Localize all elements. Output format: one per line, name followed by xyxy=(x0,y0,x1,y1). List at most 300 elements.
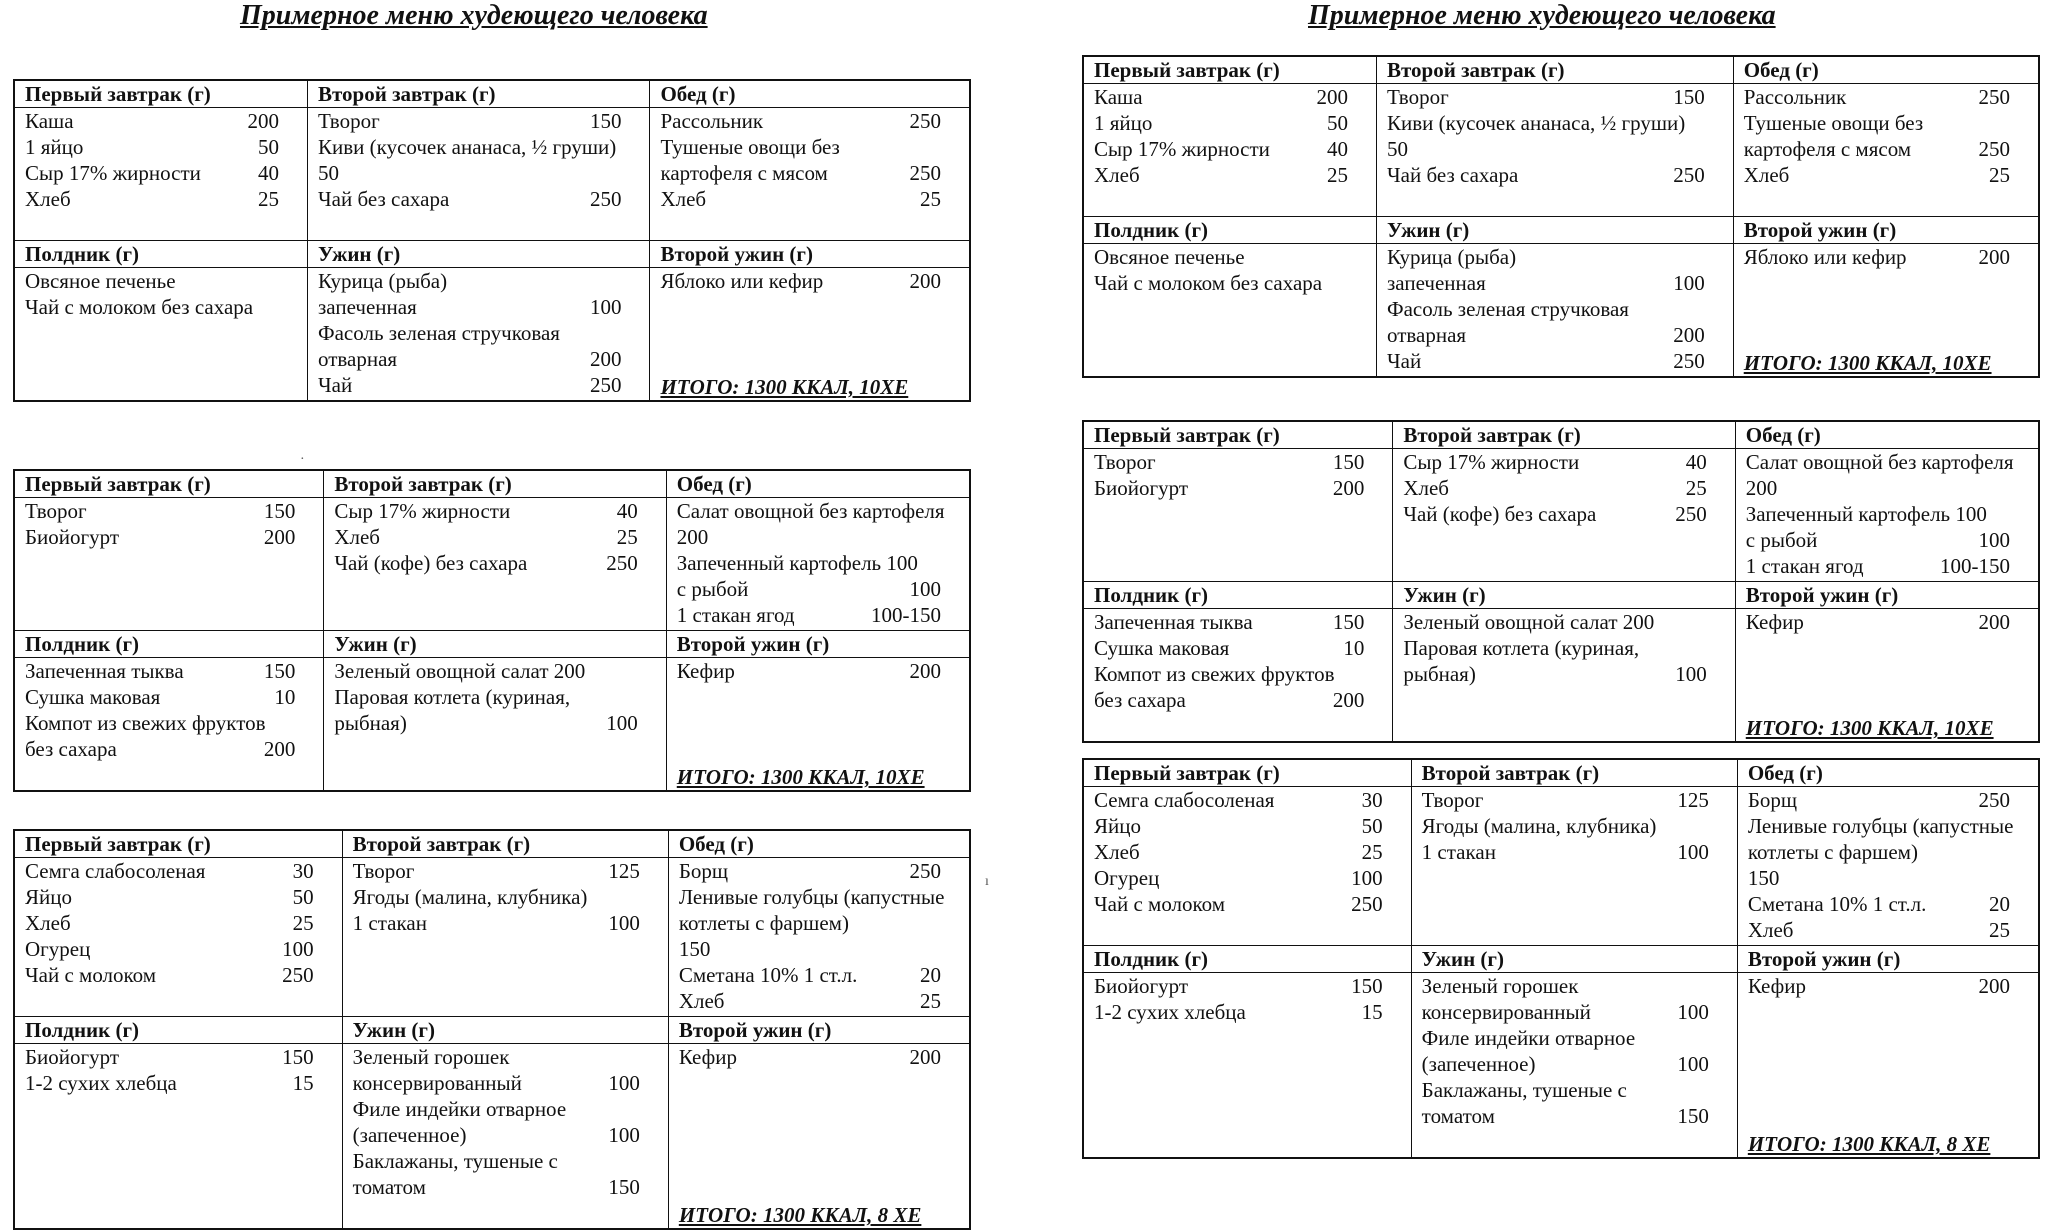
menu-item xyxy=(334,684,655,710)
item-quantity: 200 xyxy=(909,659,941,683)
item-quantity: 250 xyxy=(909,161,941,185)
menu-item xyxy=(25,1070,332,1096)
item-name: Фасоль зеленая стручковая xyxy=(318,321,560,345)
item-quantity: 25 xyxy=(920,989,941,1013)
item-name: 1 стакан xyxy=(352,911,427,935)
item-name: Чай без сахара xyxy=(318,187,450,211)
item-quantity: 200 xyxy=(1332,688,1365,712)
item-name: Курица (рыба) xyxy=(318,269,448,293)
meal-header: Полдник (г) xyxy=(1083,217,1377,244)
meal-cell xyxy=(14,658,324,792)
item-quantity: 250 xyxy=(909,109,941,133)
meal-header: Полдник (г) xyxy=(14,631,324,658)
item-name: Сыр 17% жирности xyxy=(1094,137,1270,161)
menu-item xyxy=(1422,839,1727,865)
item-name: Огурец xyxy=(25,937,91,961)
meal-cell xyxy=(1735,449,2039,582)
meal-cell xyxy=(1393,609,1735,743)
meal-cell xyxy=(1083,244,1377,378)
menu-item xyxy=(679,962,959,988)
menu-table xyxy=(1082,55,2040,378)
meal-header: Ужин (г) xyxy=(308,241,650,268)
menu-item xyxy=(1403,501,1724,527)
item-quantity: 250 xyxy=(1978,788,2010,812)
menu-item xyxy=(679,936,959,962)
meal-cell xyxy=(1733,84,2039,217)
item-name: Чай без сахара xyxy=(1387,163,1519,187)
item-quantity: 200 xyxy=(589,347,622,371)
item-name: Сушка маковая xyxy=(25,685,161,709)
item-quantity: 200 xyxy=(1316,85,1349,109)
meal-cell xyxy=(308,268,650,402)
item-quantity: 200 xyxy=(263,737,296,761)
menu-item xyxy=(1094,787,1401,813)
item-name: Ленивые голубцы (капустные xyxy=(678,885,945,909)
item-quantity: 15 xyxy=(292,1071,314,1095)
meal-header: Второй завтрак (г) xyxy=(1411,759,1737,787)
item-quantity: 100 xyxy=(1675,662,1707,686)
meal-cell xyxy=(668,858,970,1017)
menu-item xyxy=(25,910,332,936)
menu-item xyxy=(353,858,658,884)
item-name: Яйцо xyxy=(25,885,72,909)
item-quantity: 200 xyxy=(1978,245,2010,269)
menu-item xyxy=(1746,553,2028,579)
menu-item xyxy=(1387,84,1723,110)
top-body-row xyxy=(14,108,970,241)
item-name: Баклажаны, тушеные с xyxy=(1421,1078,1627,1102)
item-name: Биойогурт xyxy=(25,1045,120,1069)
menu-item xyxy=(1094,84,1366,110)
item-quantity: 250 xyxy=(1978,137,2010,161)
menu-item xyxy=(679,1044,959,1070)
meal-header: Обед (г) xyxy=(666,470,970,498)
item-name: Хлеб xyxy=(1743,163,1790,187)
menu-item xyxy=(1748,787,2028,813)
scan-speck: ı xyxy=(985,874,989,889)
menu-table xyxy=(1082,758,2040,1159)
item-quantity: 40 xyxy=(616,499,638,523)
meal-header: Полдник (г) xyxy=(1083,582,1393,609)
item-name: Яйцо xyxy=(1094,814,1141,838)
meal-header: Первый завтрак (г) xyxy=(14,470,324,498)
meal-header: Первый завтрак (г) xyxy=(1083,56,1377,84)
item-quantity: 25 xyxy=(292,911,314,935)
item-quantity: 20 xyxy=(920,963,941,987)
item-quantity: 20 xyxy=(1989,892,2010,916)
item-quantity: 100 xyxy=(606,711,638,735)
menu-item xyxy=(318,346,639,372)
top-body-row xyxy=(1083,787,2039,946)
item-name: Хлеб xyxy=(25,187,71,211)
menu-item xyxy=(353,910,658,936)
menu-item xyxy=(353,1148,658,1174)
meal-cell xyxy=(14,1044,342,1230)
item-name: Кефир xyxy=(676,659,735,683)
menu-item xyxy=(318,294,639,320)
item-quantity: 100 xyxy=(1673,271,1705,295)
item-name: 1-2 сухих хлебца xyxy=(1094,1000,1246,1024)
total-label: ИТОГО: 1300 ККАЛ, 8 ХЕ xyxy=(678,1203,922,1227)
item-name: 150 xyxy=(1747,866,1780,890)
menu-item xyxy=(318,268,639,294)
meal-header: Ужин (г) xyxy=(324,631,666,658)
total-label: ИТОГО: 1300 ККАЛ, 8 ХЕ xyxy=(1747,1132,1991,1156)
top-body-row xyxy=(14,498,970,631)
item-name: отварная xyxy=(1387,323,1467,347)
menu-item xyxy=(318,320,639,346)
menu-item xyxy=(677,602,959,628)
menu-table xyxy=(13,79,971,402)
meal-cell xyxy=(1411,787,1737,946)
menu-item xyxy=(1403,661,1724,687)
meal-cell xyxy=(650,108,970,241)
item-name: с рыбой xyxy=(676,577,749,601)
item-name: Биойогурт xyxy=(1094,476,1189,500)
menu-item xyxy=(1094,999,1401,1025)
item-name: Кефир xyxy=(1745,610,1804,634)
menu-item xyxy=(1094,270,1366,296)
menu-item xyxy=(25,658,313,684)
meal-header: Ужин (г) xyxy=(1377,217,1734,244)
meal-cell xyxy=(666,658,970,792)
item-name: Запеченный картофель 100 xyxy=(676,551,918,575)
item-quantity: 250 xyxy=(606,551,638,575)
item-quantity: 150 xyxy=(608,1175,640,1199)
menu-item xyxy=(353,884,658,910)
meal-header: Первый завтрак (г) xyxy=(14,80,308,108)
meal-header: Второй завтрак (г) xyxy=(324,470,666,498)
item-quantity: 100 xyxy=(608,1123,640,1147)
item-name: Запеченный картофель 100 xyxy=(1745,502,1987,526)
menu-item xyxy=(25,710,313,736)
item-quantity: 150 xyxy=(589,109,622,133)
menu-item xyxy=(334,524,655,550)
meal-header: Первый завтрак (г) xyxy=(14,830,342,858)
item-name: Рассольник xyxy=(1743,85,1847,109)
menu-item xyxy=(1744,162,2028,188)
menu-item xyxy=(660,134,959,160)
meal-cell xyxy=(14,268,308,402)
item-name: Курица (рыба) xyxy=(1387,245,1517,269)
item-quantity: 100-150 xyxy=(1940,554,2010,578)
bottom-body-row xyxy=(1083,244,2039,378)
menu-item xyxy=(1387,110,1723,136)
item-name: Чай с молоком xyxy=(25,963,157,987)
menu-item xyxy=(1744,244,2028,270)
item-name: 1 стакан ягод xyxy=(1745,554,1864,578)
menu-item xyxy=(1403,635,1724,661)
menu-item xyxy=(1387,136,1723,162)
item-name: Зеленый горошек xyxy=(352,1045,510,1069)
menu-item xyxy=(25,884,332,910)
menu-item xyxy=(677,576,959,602)
item-name: Паровая котлета (куриная, xyxy=(334,685,571,709)
item-quantity: 25 xyxy=(1989,918,2010,942)
menu-item xyxy=(660,268,959,294)
item-name: Творог xyxy=(318,109,380,133)
menu-item xyxy=(1422,1103,1727,1129)
item-quantity: 100 xyxy=(608,1071,640,1095)
menu-item xyxy=(1744,110,2028,136)
menu-item xyxy=(353,1174,658,1200)
menu-item xyxy=(1403,475,1724,501)
item-name: Сметана 10% 1 ст.л. xyxy=(1747,892,1927,916)
item-quantity: 25 xyxy=(1327,163,1349,187)
item-name: без сахара xyxy=(1094,688,1186,712)
item-quantity: 100 xyxy=(1677,840,1709,864)
item-name: 1-2 сухих хлебца xyxy=(25,1071,177,1095)
meal-cell xyxy=(1083,609,1393,743)
top-body-row xyxy=(1083,449,2039,582)
top-body-row xyxy=(1083,84,2039,217)
item-quantity: 10 xyxy=(274,685,296,709)
item-quantity: 125 xyxy=(608,859,640,883)
item-quantity: 250 xyxy=(1675,502,1707,526)
item-name: Биойогурт xyxy=(25,525,120,549)
item-name: Кефир xyxy=(678,1045,737,1069)
meal-header: Второй ужин (г) xyxy=(1737,946,2039,973)
item-name: картофеля с мясом xyxy=(1743,137,1912,161)
item-name: Каша xyxy=(1094,85,1143,109)
item-name: Компот из свежих фруктов xyxy=(1094,662,1335,686)
menu-item xyxy=(679,884,959,910)
scan-speck: · xyxy=(300,452,305,467)
item-name: отварная xyxy=(318,347,398,371)
meal-header: Второй завтрак (г) xyxy=(342,830,668,858)
top-body-row xyxy=(14,858,970,1017)
item-name: Хлеб xyxy=(678,989,725,1013)
item-name: Чай xyxy=(318,373,353,397)
meal-cell xyxy=(668,1044,970,1230)
meal-header: Второй ужин (г) xyxy=(666,631,970,658)
menu-item xyxy=(1422,787,1727,813)
item-name: 1 стакан xyxy=(1421,840,1496,864)
bottom-body-row xyxy=(1083,973,2039,1159)
meal-header: Второй завтрак (г) xyxy=(1377,56,1734,84)
menu-item xyxy=(1744,136,2028,162)
item-name: Ягоды (малина, клубника) xyxy=(1421,814,1657,838)
meal-cell xyxy=(324,498,666,631)
menu-item xyxy=(1094,136,1366,162)
bottom-header-row xyxy=(14,241,970,268)
meal-cell xyxy=(1733,244,2039,378)
item-quantity: 50 xyxy=(1361,814,1383,838)
item-name: (запеченное) xyxy=(1421,1052,1536,1076)
item-name: Каша xyxy=(25,109,74,133)
top-header-row xyxy=(14,830,970,858)
item-quantity: 30 xyxy=(1361,788,1383,812)
menu-table xyxy=(1082,420,2040,743)
menu-item xyxy=(25,962,332,988)
meal-header: Второй ужин (г) xyxy=(1733,217,2039,244)
meal-cell xyxy=(1735,609,2039,743)
item-name: запеченная xyxy=(318,295,417,319)
item-name: Чай (кофе) без сахара xyxy=(1403,502,1597,526)
item-name: 50 xyxy=(318,161,340,185)
item-quantity: 250 xyxy=(589,373,622,397)
item-quantity: 100 xyxy=(1677,1052,1709,1076)
item-name: Зеленый овощной салат 200 xyxy=(334,659,586,683)
item-quantity: 25 xyxy=(616,525,638,549)
menu-item xyxy=(660,108,959,134)
meal-cell xyxy=(1393,449,1735,582)
bottom-header-row xyxy=(14,1017,970,1044)
item-quantity: 150 xyxy=(263,659,296,683)
item-quantity: 200 xyxy=(1978,974,2010,998)
menu-item xyxy=(25,294,297,320)
item-name: Компот из свежих фруктов xyxy=(25,711,266,735)
menu-item xyxy=(1094,244,1366,270)
item-name: 1 яйцо xyxy=(25,135,84,159)
meal-cell xyxy=(1377,244,1734,378)
menu-item xyxy=(679,858,959,884)
meal-cell xyxy=(650,268,970,402)
menu-item xyxy=(1094,891,1401,917)
menu-item xyxy=(1748,839,2028,865)
menu-item xyxy=(1746,527,2028,553)
item-name: Творог xyxy=(1094,450,1156,474)
meal-cell xyxy=(1083,973,1411,1159)
meal-header: Первый завтрак (г) xyxy=(1083,421,1393,449)
item-quantity: 25 xyxy=(920,187,941,211)
item-name: рыбная) xyxy=(334,711,407,735)
item-name: Фасоль зеленая стручковая xyxy=(1387,297,1629,321)
item-name: Яблоко или кефир xyxy=(660,269,824,293)
item-quantity: 250 xyxy=(589,187,622,211)
menu-item xyxy=(353,1096,658,1122)
menu-item xyxy=(677,550,959,576)
item-name: котлеты с фаршем) xyxy=(678,911,849,935)
item-name: Хлеб xyxy=(1403,476,1449,500)
menu-item xyxy=(318,134,639,160)
item-quantity: 150 xyxy=(263,499,296,523)
meal-header: Обед (г) xyxy=(1733,56,2039,84)
item-quantity: 100 xyxy=(1677,1000,1709,1024)
item-quantity: 50 xyxy=(1327,111,1349,135)
item-name: Паровая котлета (куриная, xyxy=(1403,636,1640,660)
bottom-header-row xyxy=(1083,582,2039,609)
item-name: Кефир xyxy=(1747,974,1806,998)
item-quantity: 150 xyxy=(1332,610,1365,634)
item-name: Чай xyxy=(1387,349,1422,373)
item-quantity: 150 xyxy=(1351,974,1383,998)
menu-item xyxy=(25,134,297,160)
item-name: Биойогурт xyxy=(1094,974,1189,998)
meal-header: Полдник (г) xyxy=(14,241,308,268)
item-quantity: 200 xyxy=(1673,323,1705,347)
menu-item xyxy=(1746,501,2028,527)
meal-header: Второй ужин (г) xyxy=(668,1017,970,1044)
menu-item xyxy=(25,186,297,212)
item-quantity: 150 xyxy=(1332,450,1365,474)
meal-header: Второй завтрак (г) xyxy=(308,80,650,108)
menu-item xyxy=(334,658,655,684)
item-name: Тушеные овощи без xyxy=(1743,111,1924,135)
menu-item xyxy=(25,936,332,962)
menu-item xyxy=(1422,813,1727,839)
meal-cell xyxy=(14,498,324,631)
meal-header: Второй завтрак (г) xyxy=(1393,421,1735,449)
item-name: Чай с молоком xyxy=(1094,892,1226,916)
item-name: Сушка маковая xyxy=(1094,636,1230,660)
item-quantity: 200 xyxy=(909,1045,941,1069)
menu-item xyxy=(1094,687,1382,713)
item-name: Яблоко или кефир xyxy=(1743,245,1907,269)
meal-header: Полдник (г) xyxy=(14,1017,342,1044)
item-quantity: 150 xyxy=(1673,85,1705,109)
menu-item xyxy=(1422,973,1727,999)
menu-item xyxy=(1387,322,1723,348)
menu-item xyxy=(25,1044,332,1070)
top-header-row xyxy=(14,470,970,498)
item-name: 200 xyxy=(1745,476,1778,500)
item-quantity: 25 xyxy=(1989,163,2010,187)
menu-item xyxy=(1094,449,1382,475)
meal-cell xyxy=(14,108,308,241)
menu-item xyxy=(334,498,655,524)
bottom-body-row xyxy=(1083,609,2039,743)
meal-header: Обед (г) xyxy=(668,830,970,858)
item-name: Киви (кусочек ананаса, ½ груши) xyxy=(1387,111,1686,135)
menu-item xyxy=(1094,162,1366,188)
bottom-body-row xyxy=(14,658,970,792)
menu-item xyxy=(1094,813,1401,839)
meal-cell xyxy=(1083,787,1411,946)
item-quantity: 15 xyxy=(1361,1000,1383,1024)
item-name: Рассольник xyxy=(660,109,764,133)
top-header-row xyxy=(1083,759,2039,787)
total-label: ИТОГО: 1300 ККАЛ, 10ХЕ xyxy=(676,765,925,789)
item-name: Ленивые голубцы (капустные xyxy=(1747,814,2014,838)
item-name: Чай с молоком без сахара xyxy=(25,295,254,319)
menu-item xyxy=(660,160,959,186)
item-name: Зеленый овощной салат 200 xyxy=(1403,610,1655,634)
menu-item xyxy=(1387,270,1723,296)
menu-item xyxy=(25,736,313,762)
item-name: котлеты с фаршем) xyxy=(1747,840,1918,864)
item-name: (запеченное) xyxy=(352,1123,467,1147)
bottom-body-row xyxy=(14,268,970,402)
item-name: Салат овощной без картофеля xyxy=(676,499,945,523)
item-name: Сыр 17% жирности xyxy=(1403,450,1580,474)
menu-item xyxy=(25,524,313,550)
menu-item xyxy=(679,910,959,936)
menu-table xyxy=(13,829,971,1230)
meal-header: Обед (г) xyxy=(1735,421,2039,449)
item-name: Семга слабосоленая xyxy=(25,859,206,883)
item-name: Салат овощной без картофеля xyxy=(1745,450,2014,474)
item-name: Филе индейки отварное xyxy=(1421,1026,1636,1050)
bottom-header-row xyxy=(14,631,970,658)
item-quantity: 100 xyxy=(282,937,314,961)
menu-item xyxy=(25,498,313,524)
item-name: 1 стакан ягод xyxy=(676,603,795,627)
bottom-header-row xyxy=(1083,217,2039,244)
total-label: ИТОГО: 1300 ККАЛ, 10ХЕ xyxy=(660,375,909,399)
menu-item xyxy=(1748,891,2028,917)
item-name: консервированный xyxy=(1421,1000,1591,1024)
top-header-row xyxy=(1083,421,2039,449)
menu-item xyxy=(1094,839,1401,865)
item-name: 1 яйцо xyxy=(1094,111,1153,135)
menu-item xyxy=(25,268,297,294)
menu-item xyxy=(1748,973,2028,999)
item-name: с рыбой xyxy=(1745,528,1818,552)
meal-cell xyxy=(1737,787,2039,946)
item-quantity: 150 xyxy=(282,1045,314,1069)
item-name: 150 xyxy=(678,937,711,961)
